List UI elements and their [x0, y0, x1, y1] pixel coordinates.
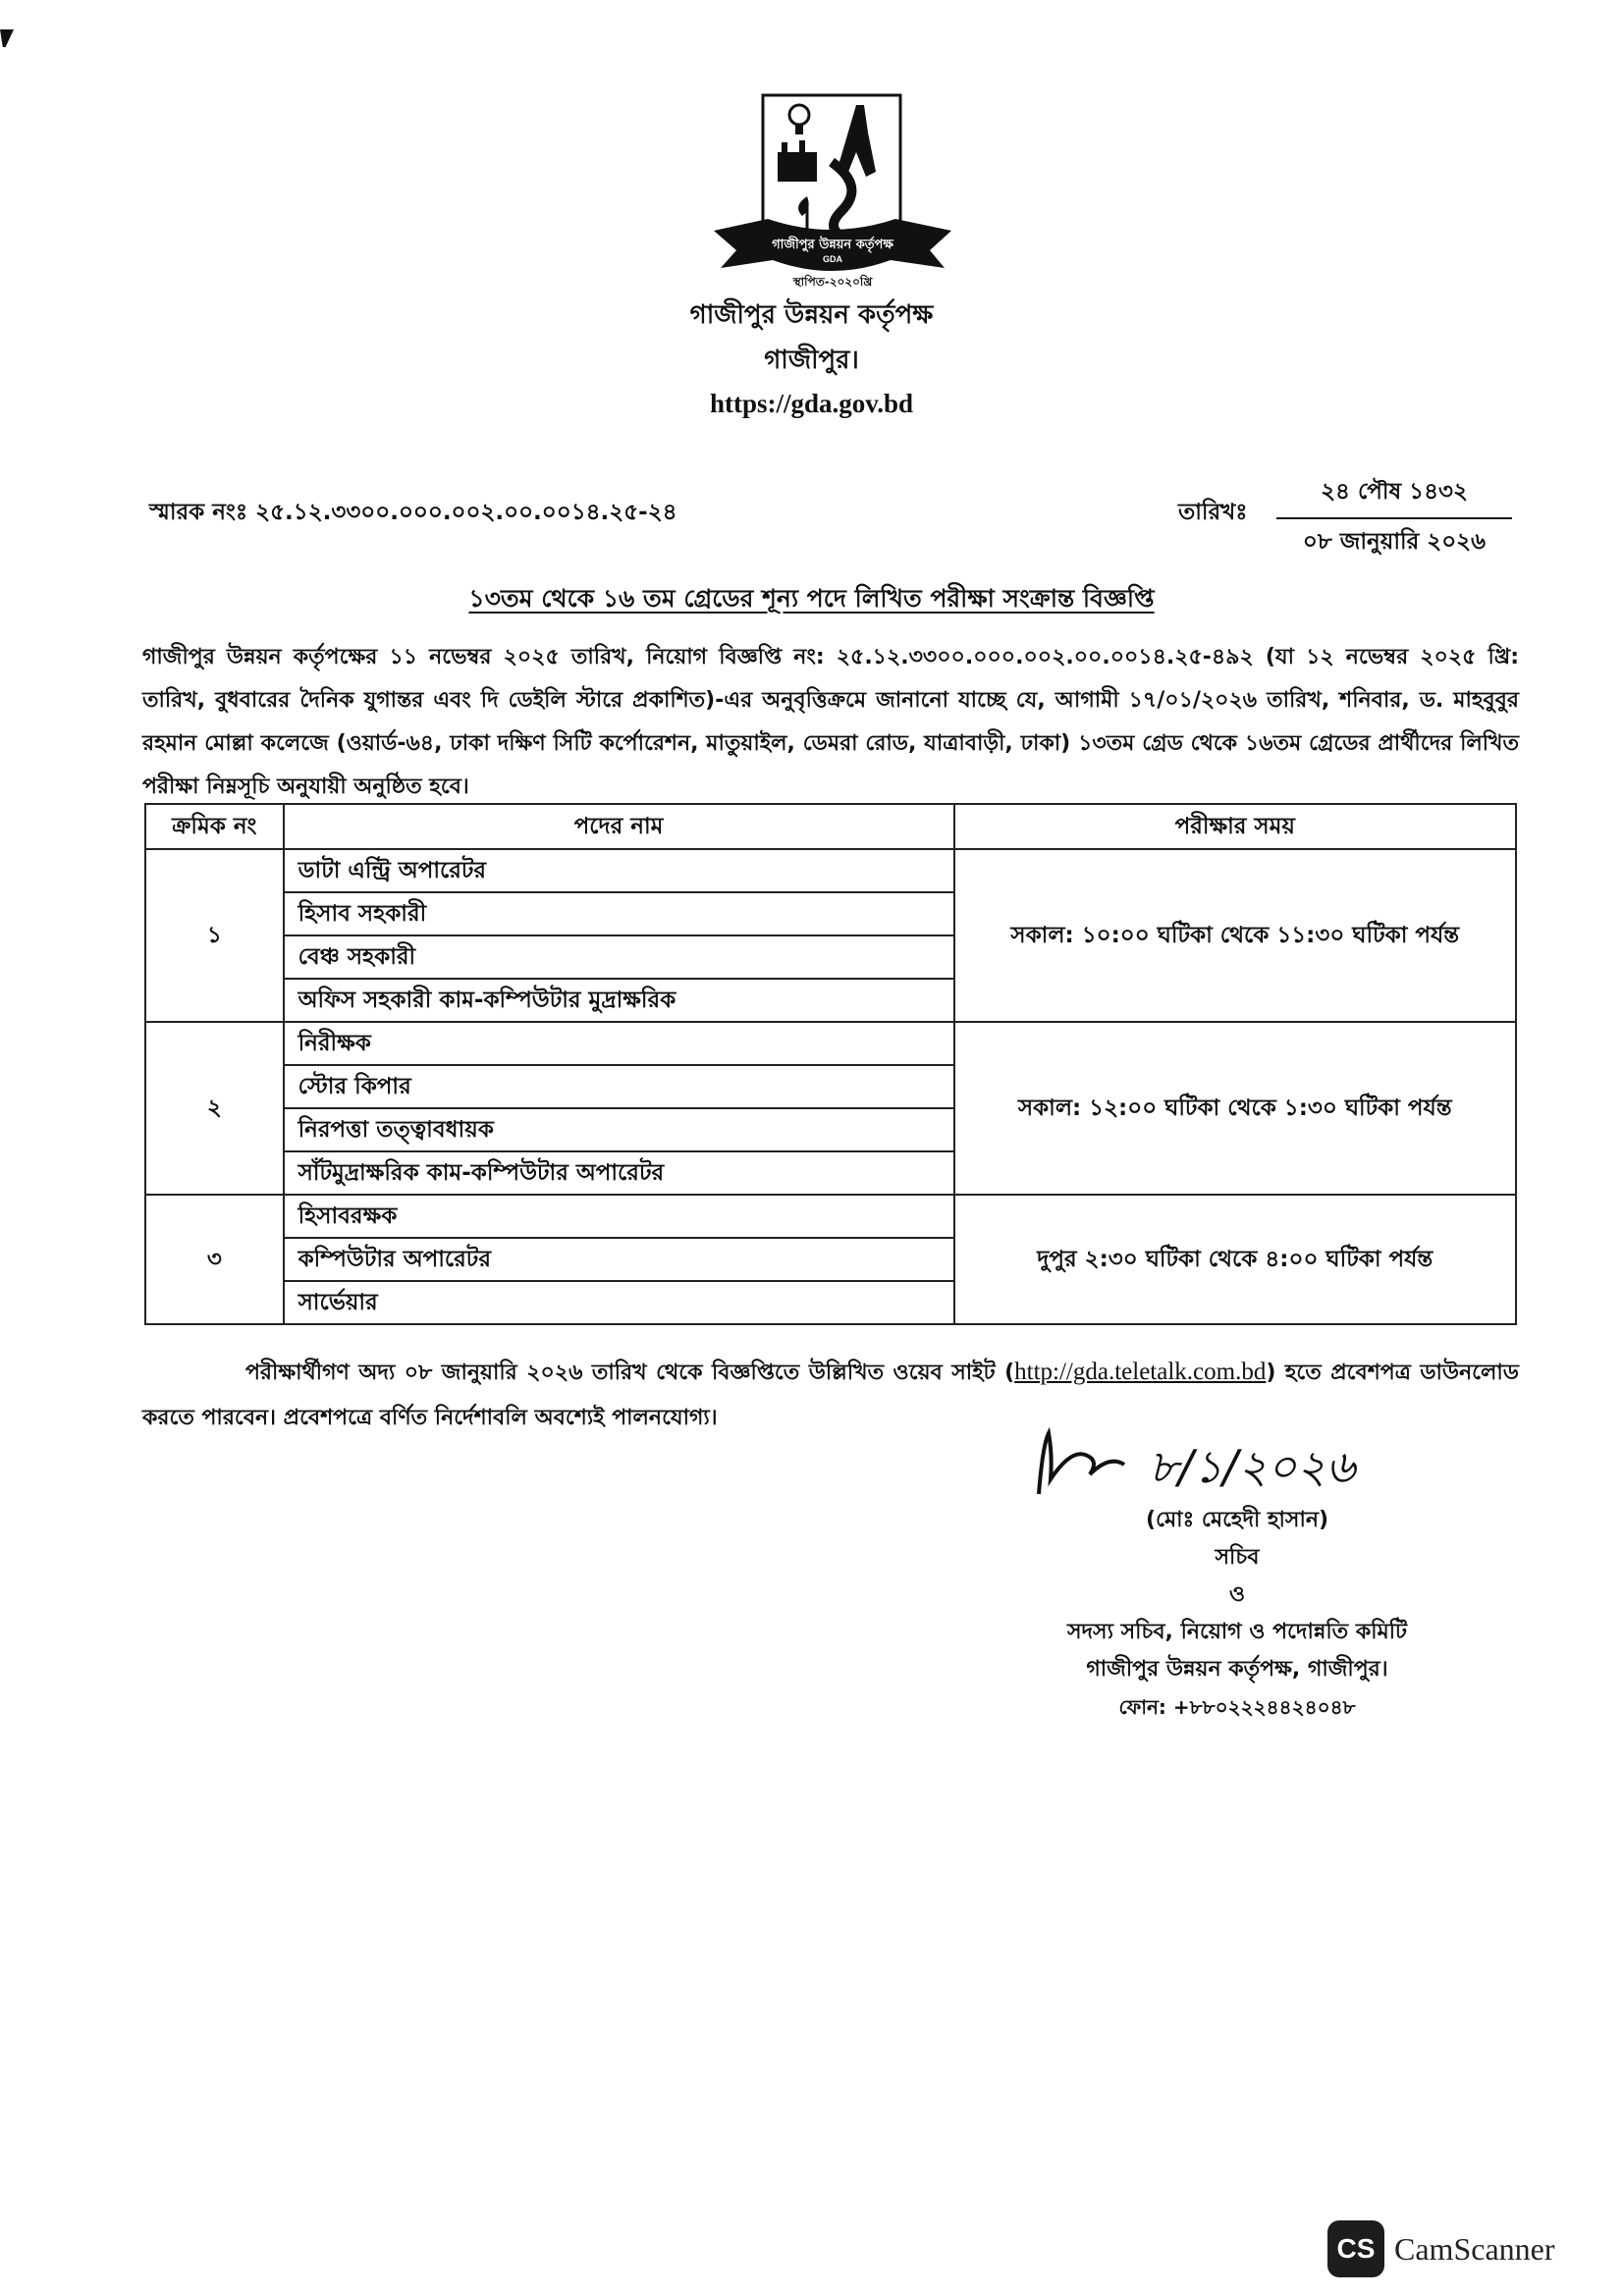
time-cell: সকাল: ১০:০০ ঘটিকা থেকে ১১:৩০ ঘটিকা পর্যন্ত [954, 849, 1516, 1022]
post-cell: কম্পিউটার অপারেটর [284, 1238, 954, 1281]
teletalk-link[interactable]: http://gda.teletalk.com.bd [1014, 1359, 1267, 1385]
date-block [1276, 473, 1512, 561]
date-divider [1276, 517, 1512, 519]
factory-icon [778, 152, 817, 182]
signatory-name: (মোঃ মেহেদী হাসান) [1145, 1508, 1329, 1532]
post-cell: হিসাবরক্ষক [284, 1195, 954, 1238]
org-name: গাজীপুর উন্নয়ন কর্তৃপক্ষ [689, 300, 934, 330]
emblem-year: স্থাপিত-২০২০খ্রি [792, 275, 873, 289]
notice-title [0, 579, 1623, 621]
handwritten-signature [1031, 1425, 1502, 1504]
scan-corner-mark [0, 29, 14, 47]
time-cell: দুপুর ২:৩০ ঘটিকা থেকে ৪:০০ ঘটিকা পর্যন্ত [954, 1195, 1516, 1324]
exam-schedule-table [144, 803, 1517, 1325]
table-header-row [145, 804, 1516, 849]
table-row [145, 849, 1516, 892]
emblem-ribbon-text: গাজীপুর উন্নয়ন কর্তৃপক্ষ [772, 238, 893, 252]
footer-text-after: ) হতে প্রবেশপত্র ডাউনলোড করতে পারবেন। প্রবেশপত্রে বর্ণিত নির্দেশাবলি অবশ্যেই পালনযোগ্য। [142, 1361, 1519, 1430]
post-cell: অফিস সহকারী কাম-কম্পিউটার মুদ্রাক্ষরিক [284, 979, 954, 1022]
camscanner-watermark [1327, 2220, 1555, 2277]
signatory-designation: সচিব [1215, 1545, 1260, 1570]
signatory-committee-role: সদস্য সচিব, নিয়োগ ও পদোন্নতি কমিটি [1066, 1620, 1408, 1644]
memo-number: স্মারক নংঃ ২৫.১২.৩৩০০.০০০.০০২.০০.০০১৪.২৫-২৪ [149, 500, 677, 525]
post-cell: ডাটা এন্ট্রি অপারেটর [284, 849, 954, 892]
post-cell: নিরীক্ষক [284, 1022, 954, 1065]
date-label: তারিখঃ [1178, 500, 1248, 525]
header-serial: ক্রমিক নং [145, 804, 284, 849]
emblem-abbr: GDA [823, 254, 842, 264]
date-bengali: ২৪ পৌষ ১৪৩২ [1321, 479, 1468, 505]
signatory-office: গাজীপুর উন্নয়ন কর্তৃপক্ষ, গাজীপুর। [1086, 1657, 1388, 1682]
serial-cell: ১ [145, 849, 284, 1022]
table-row [145, 1195, 1516, 1238]
table-row [145, 1022, 1516, 1065]
signatory-block [982, 1502, 1492, 1726]
post-cell: স্টোর কিপার [284, 1065, 954, 1108]
post-cell: সাঁটমুদ্রাক্ষরিক কাম-কম্পিউটার অপারেটর [284, 1151, 954, 1195]
header-time: পরীক্ষার সময় [954, 804, 1516, 849]
org-city: গাজীপুর। [764, 346, 859, 375]
camscanner-logo-icon: CS [1327, 2220, 1384, 2277]
signatory-phone: ফোন: +৮৮০২২২৪৪২৪০৪৮ [1118, 1695, 1356, 1719]
date-english: ০৮ জানুয়ারি ২০২৬ [1302, 529, 1487, 555]
serial-cell: ৩ [145, 1195, 284, 1324]
bulb-icon [789, 105, 809, 125]
signature-date: ৮/১/২০২৬ [1149, 1440, 1356, 1493]
notice-title-text: ১৩তম থেকে ১৬ তম গ্রেডের শূন্য পদে লিখিত পরীক্ষা সংক্রান্ত বিজ্ঞপ্তি [468, 584, 1155, 613]
post-cell: হিসাব সহকারী [284, 892, 954, 935]
gda-emblem-logo [709, 93, 956, 297]
camscanner-label: CamScanner [1394, 2230, 1555, 2267]
org-website-link[interactable]: https://gda.gov.bd [709, 389, 914, 418]
header-post: পদের নাম [284, 804, 954, 849]
post-cell: সার্ভেয়ার [284, 1281, 954, 1324]
time-cell: সকাল: ১২:০০ ঘটিকা থেকে ১:৩০ ঘটিকা পর্যন্ত [954, 1022, 1516, 1195]
notice-body: গাজীপুর উন্নয়ন কর্তৃপক্ষের ১১ নভেম্বর ২০২৫ তারিখ, নিয়োগ বিজ্ঞপ্তি নং: ২৫.১২.৩৩০০.০০০.০০২.০০.০০১৪.২৫-৪৯২ (যা ১২ নভেম্বর ২০২৫ খ্রি: তারিখ, বুধবারের দৈনিক যুগান্তর এবং দি ডেইলি স্টারে প্রকাশিত)-এর অনুবৃত্তিক্রমে জানানো যাচ্ছে যে, আগামী ১৭/০১/২০২৬ তারিখ, শনিবার, ড. মাহবুবুর রহমান মোল্লা কলেজে (ওয়ার্ড-৬৪, ঢাকা দক্ষিণ সিটি কর্পোরেশন, মাতুয়াইল, ডেমরা রোড, যাত্রাবাড়ী, ঢাকা) ১৩তম গ্রেড থেকে ১৬তম গ্রেডের প্রার্থীদের লিখিত পরীক্ষা নিম্নসূচি অনুযায়ী অনুষ্ঠিত হবে। [142, 645, 1519, 799]
footer-text-before: পরীক্ষার্থীগণ অদ্য ০৮ জানুয়ারি ২০২৬ তারিখ থেকে বিজ্ঞপ্তিতে উল্লিখিত ওয়েব সাইট ( [245, 1361, 1015, 1385]
post-cell: বেঞ্চ সহকারী [284, 935, 954, 979]
signatory-conjunction: ও [1228, 1582, 1246, 1607]
post-cell: নিরপত্তা তত্ত্বাবধায়ক [284, 1108, 954, 1151]
serial-cell: ২ [145, 1022, 284, 1195]
